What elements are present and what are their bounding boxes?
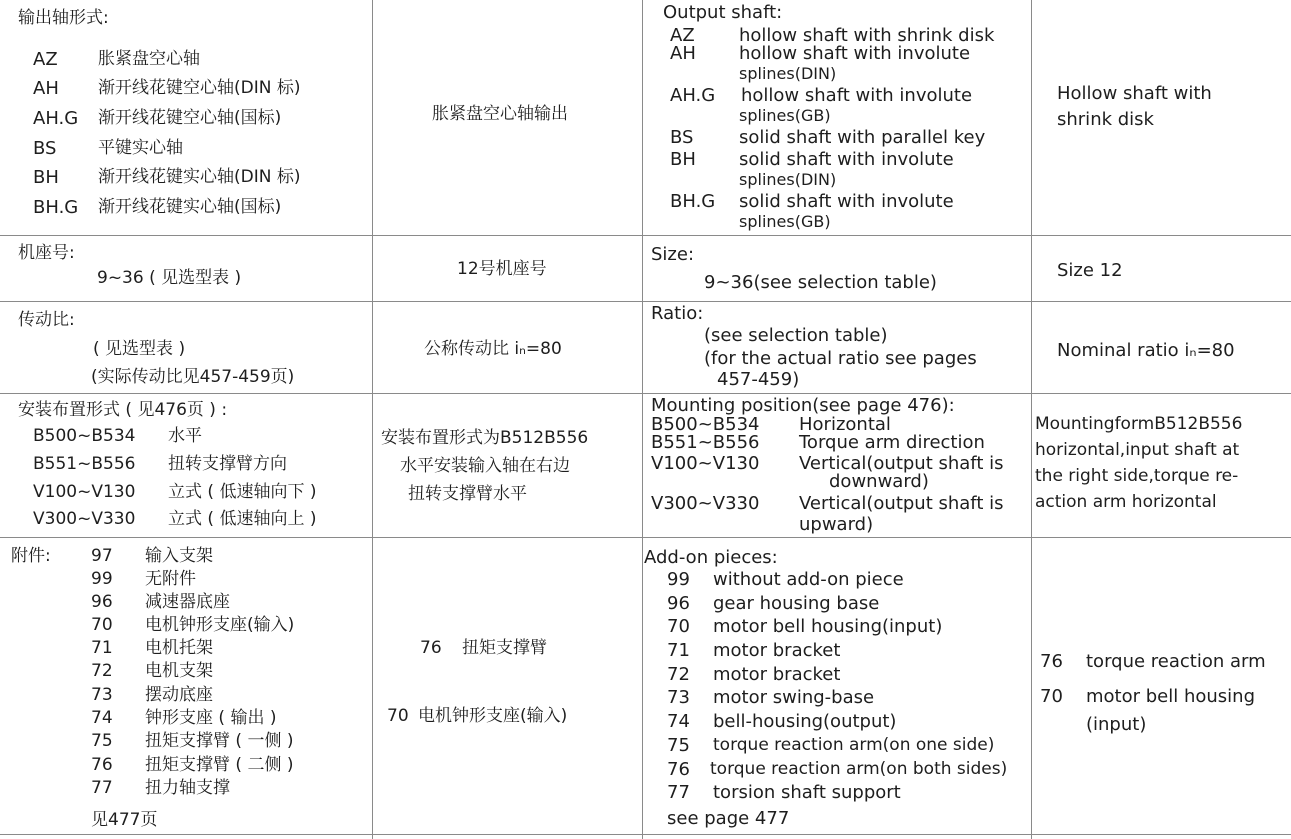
row-divider: [0, 834, 1291, 835]
cn-item-code: BS: [33, 138, 57, 159]
cn-item-desc: 胀紧盘空心轴: [98, 49, 200, 69]
cn-item-code: 99: [91, 569, 113, 589]
en-item-code: 96: [667, 593, 690, 614]
en-item-desc: motor bracket: [713, 664, 841, 685]
en-item-code: B500~B534: [651, 414, 760, 435]
cn-item-desc: 摆动底座: [145, 685, 213, 705]
cn-item-code: BH: [33, 167, 59, 188]
row-divider: [0, 301, 1291, 302]
cn-item-desc: 立式 ( 低速轴向上 ): [168, 509, 317, 529]
cn-example: 安装布置形式为B512B556: [381, 428, 589, 448]
row-divider: [0, 235, 1291, 236]
cn-section-title: 传动比:: [18, 310, 75, 330]
en-example: Size 12: [1057, 260, 1123, 281]
cn-note: 见477页: [91, 810, 158, 830]
cn-item-desc: 电机钟形支座(输入): [145, 615, 295, 635]
en-item-code: 77: [667, 782, 690, 803]
cn-example: 胀紧盘空心轴输出: [432, 104, 568, 124]
en-item-desc: gear housing base: [713, 593, 880, 614]
cn-item-code: 97: [91, 546, 113, 566]
cn-item-code: 96: [91, 592, 113, 612]
cn-item-desc: 电机支架: [145, 661, 213, 681]
en-item-desc: without add-on piece: [713, 569, 904, 590]
cn-item-desc: 输入支架: [145, 546, 213, 566]
cn-item-code: 70: [91, 615, 113, 635]
column-divider: [372, 0, 373, 839]
en-example: action arm horizontal: [1035, 492, 1217, 512]
cn-section-title: 安装布置形式 ( 见476页 ) :: [18, 400, 228, 420]
en-item-code: AH: [670, 43, 696, 64]
cn-item-code: AH: [33, 78, 59, 99]
cn-section-title: 机座号:: [18, 243, 75, 263]
en-item-code: 99: [667, 569, 690, 590]
cn-example: 公称传动比 iₙ=80: [424, 339, 562, 359]
cn-item-desc: 无附件: [145, 569, 196, 589]
en-item-desc: torque reaction arm(on one side): [713, 735, 995, 755]
row-divider: [0, 537, 1291, 538]
cn-value: (实际传动比见457-459页): [91, 367, 295, 387]
cn-item-code: AZ: [33, 49, 58, 70]
en-item-code: AZ: [670, 25, 695, 46]
en-item-desc: Horizontal: [799, 414, 891, 435]
cn-item-desc: 扭力轴支撑: [145, 778, 230, 798]
cn-item-desc: 渐开线花键实心轴(DIN 标): [98, 167, 301, 187]
en-item-desc: solid shaft with involute: [739, 191, 954, 212]
en-item-desc: torque reaction arm(on both sides): [710, 759, 1008, 779]
cn-item-code: 74: [91, 708, 113, 728]
en-value: 9~36(see selection table): [704, 272, 937, 293]
cn-item-code: 76: [91, 755, 113, 775]
cn-item-desc: 渐开线花键空心轴(国标): [98, 108, 282, 128]
en-item-desc-cont: upward): [799, 514, 874, 535]
en-example: MountingformB512B556: [1035, 414, 1243, 434]
en-item-code: BH: [670, 149, 696, 170]
en-item-code: 72: [667, 664, 690, 685]
row-divider: [0, 393, 1291, 394]
en-section-title: Ratio:: [651, 303, 704, 324]
en-item-desc: torsion shaft support: [713, 782, 901, 803]
en-item-desc-cont: splines(GB): [739, 106, 831, 125]
en-item-desc-cont: downward): [829, 471, 929, 492]
cn-item-code: 72: [91, 661, 113, 681]
en-item-code: AH.G: [670, 85, 716, 106]
en-section-title: Add-on pieces:: [644, 547, 778, 568]
en-item-desc: motor swing-base: [713, 687, 875, 708]
en-example: horizontal,input shaft at: [1035, 440, 1240, 460]
en-item-desc: hollow shaft with involute: [741, 85, 973, 106]
cn-item-code: 71: [91, 638, 113, 658]
en-item-code: BS: [670, 127, 694, 148]
en-item-code: B551~B556: [651, 432, 760, 453]
en-example: Nominal ratio iₙ=80: [1057, 340, 1235, 361]
en-example-desc: torque reaction arm: [1086, 651, 1266, 672]
en-item-code: 73: [667, 687, 690, 708]
cn-item-code: 75: [91, 731, 113, 751]
cn-item-desc: 钟形支座 ( 输出 ): [145, 708, 277, 728]
en-value: 457-459): [717, 369, 800, 390]
en-example-desc-cont: (input): [1086, 714, 1147, 735]
cn-item-desc: 扭矩支撑臂 ( 一侧 ): [145, 731, 294, 751]
cn-value: ( 见选型表 ): [93, 339, 186, 359]
en-item-code: 71: [667, 640, 690, 661]
en-example-desc: motor bell housing: [1086, 686, 1256, 707]
en-item-code: 74: [667, 711, 690, 732]
column-divider: [1031, 0, 1032, 839]
cn-item-desc: 平键实心轴: [98, 138, 183, 158]
en-section-title: Mounting position(see page 476):: [651, 395, 955, 416]
cn-item-desc: 扭转支撑臂方向: [168, 454, 287, 474]
en-item-code: 76: [667, 759, 690, 780]
en-item-code: BH.G: [670, 191, 716, 212]
en-example: shrink disk: [1057, 109, 1154, 130]
en-item-code: 70: [667, 616, 690, 637]
cn-example-code: 76: [420, 638, 442, 658]
en-item-desc: bell-housing(output): [713, 711, 897, 732]
cn-item-code: 73: [91, 685, 113, 705]
en-item-code: V300~V330: [651, 493, 760, 514]
cn-example: 12号机座号: [457, 259, 547, 279]
cn-item-desc: 减速器底座: [145, 592, 230, 612]
cn-item-desc: 渐开线花键实心轴(国标): [98, 197, 282, 217]
en-value: (see selection table): [704, 325, 888, 346]
cn-item-desc: 水平: [168, 426, 202, 446]
en-section-title: Output shaft:: [663, 2, 783, 23]
en-item-desc-cont: splines(DIN): [739, 64, 837, 83]
cn-value: 9~36 ( 见选型表 ): [97, 268, 242, 288]
en-item-desc: Vertical(output shaft is: [799, 453, 1004, 474]
cn-item-desc: 渐开线花键空心轴(DIN 标): [98, 78, 301, 98]
cn-item-code: V100~V130: [33, 482, 136, 502]
cn-example: 水平安装输入轴在右边: [400, 456, 570, 476]
cn-example-code: 70: [387, 706, 409, 726]
en-item-desc: motor bracket: [713, 640, 841, 661]
en-item-desc: Torque arm direction: [799, 432, 985, 453]
en-item-desc: solid shaft with involute: [739, 149, 954, 170]
en-item-desc-cont: splines(GB): [739, 212, 831, 231]
en-item-desc: motor bell housing(input): [713, 616, 943, 637]
en-item-desc: hollow shaft with involute: [739, 43, 971, 64]
en-section-title: Size:: [651, 244, 695, 265]
cn-section-title: 输出轴形式:: [18, 8, 109, 28]
en-example: Hollow shaft with: [1057, 83, 1212, 104]
column-divider: [642, 0, 643, 839]
cn-example-desc: 电机钟形支座(输入): [418, 706, 568, 726]
en-item-desc-cont: splines(DIN): [739, 170, 837, 189]
cn-item-code: BH.G: [33, 197, 79, 218]
cn-item-desc: 扭矩支撑臂 ( 二侧 ): [145, 755, 294, 775]
en-item-code: 75: [667, 735, 690, 756]
en-value: (for the actual ratio see pages: [704, 348, 977, 369]
cn-item-code: 77: [91, 778, 113, 798]
cn-example-desc: 扭矩支撑臂: [462, 638, 547, 658]
cn-item-code: B500~B534: [33, 426, 136, 446]
en-item-desc: Vertical(output shaft is: [799, 493, 1004, 514]
en-example-code: 70: [1040, 686, 1063, 707]
cn-item-desc: 电机托架: [145, 638, 213, 658]
en-example: the right side,torque re-: [1035, 466, 1239, 486]
en-item-desc: hollow shaft with shrink disk: [739, 25, 995, 46]
en-note: see page 477: [667, 808, 790, 829]
en-item-desc: solid shaft with parallel key: [739, 127, 986, 148]
cn-item-code: AH.G: [33, 108, 79, 129]
en-example-code: 76: [1040, 651, 1063, 672]
en-item-code: V100~V130: [651, 453, 760, 474]
cn-item-code: V300~V330: [33, 509, 136, 529]
cn-item-desc: 立式 ( 低速轴向下 ): [168, 482, 317, 502]
cn-item-code: B551~B556: [33, 454, 136, 474]
cn-section-title: 附件:: [11, 546, 51, 566]
cn-example: 扭转支撑臂水平: [408, 484, 527, 504]
